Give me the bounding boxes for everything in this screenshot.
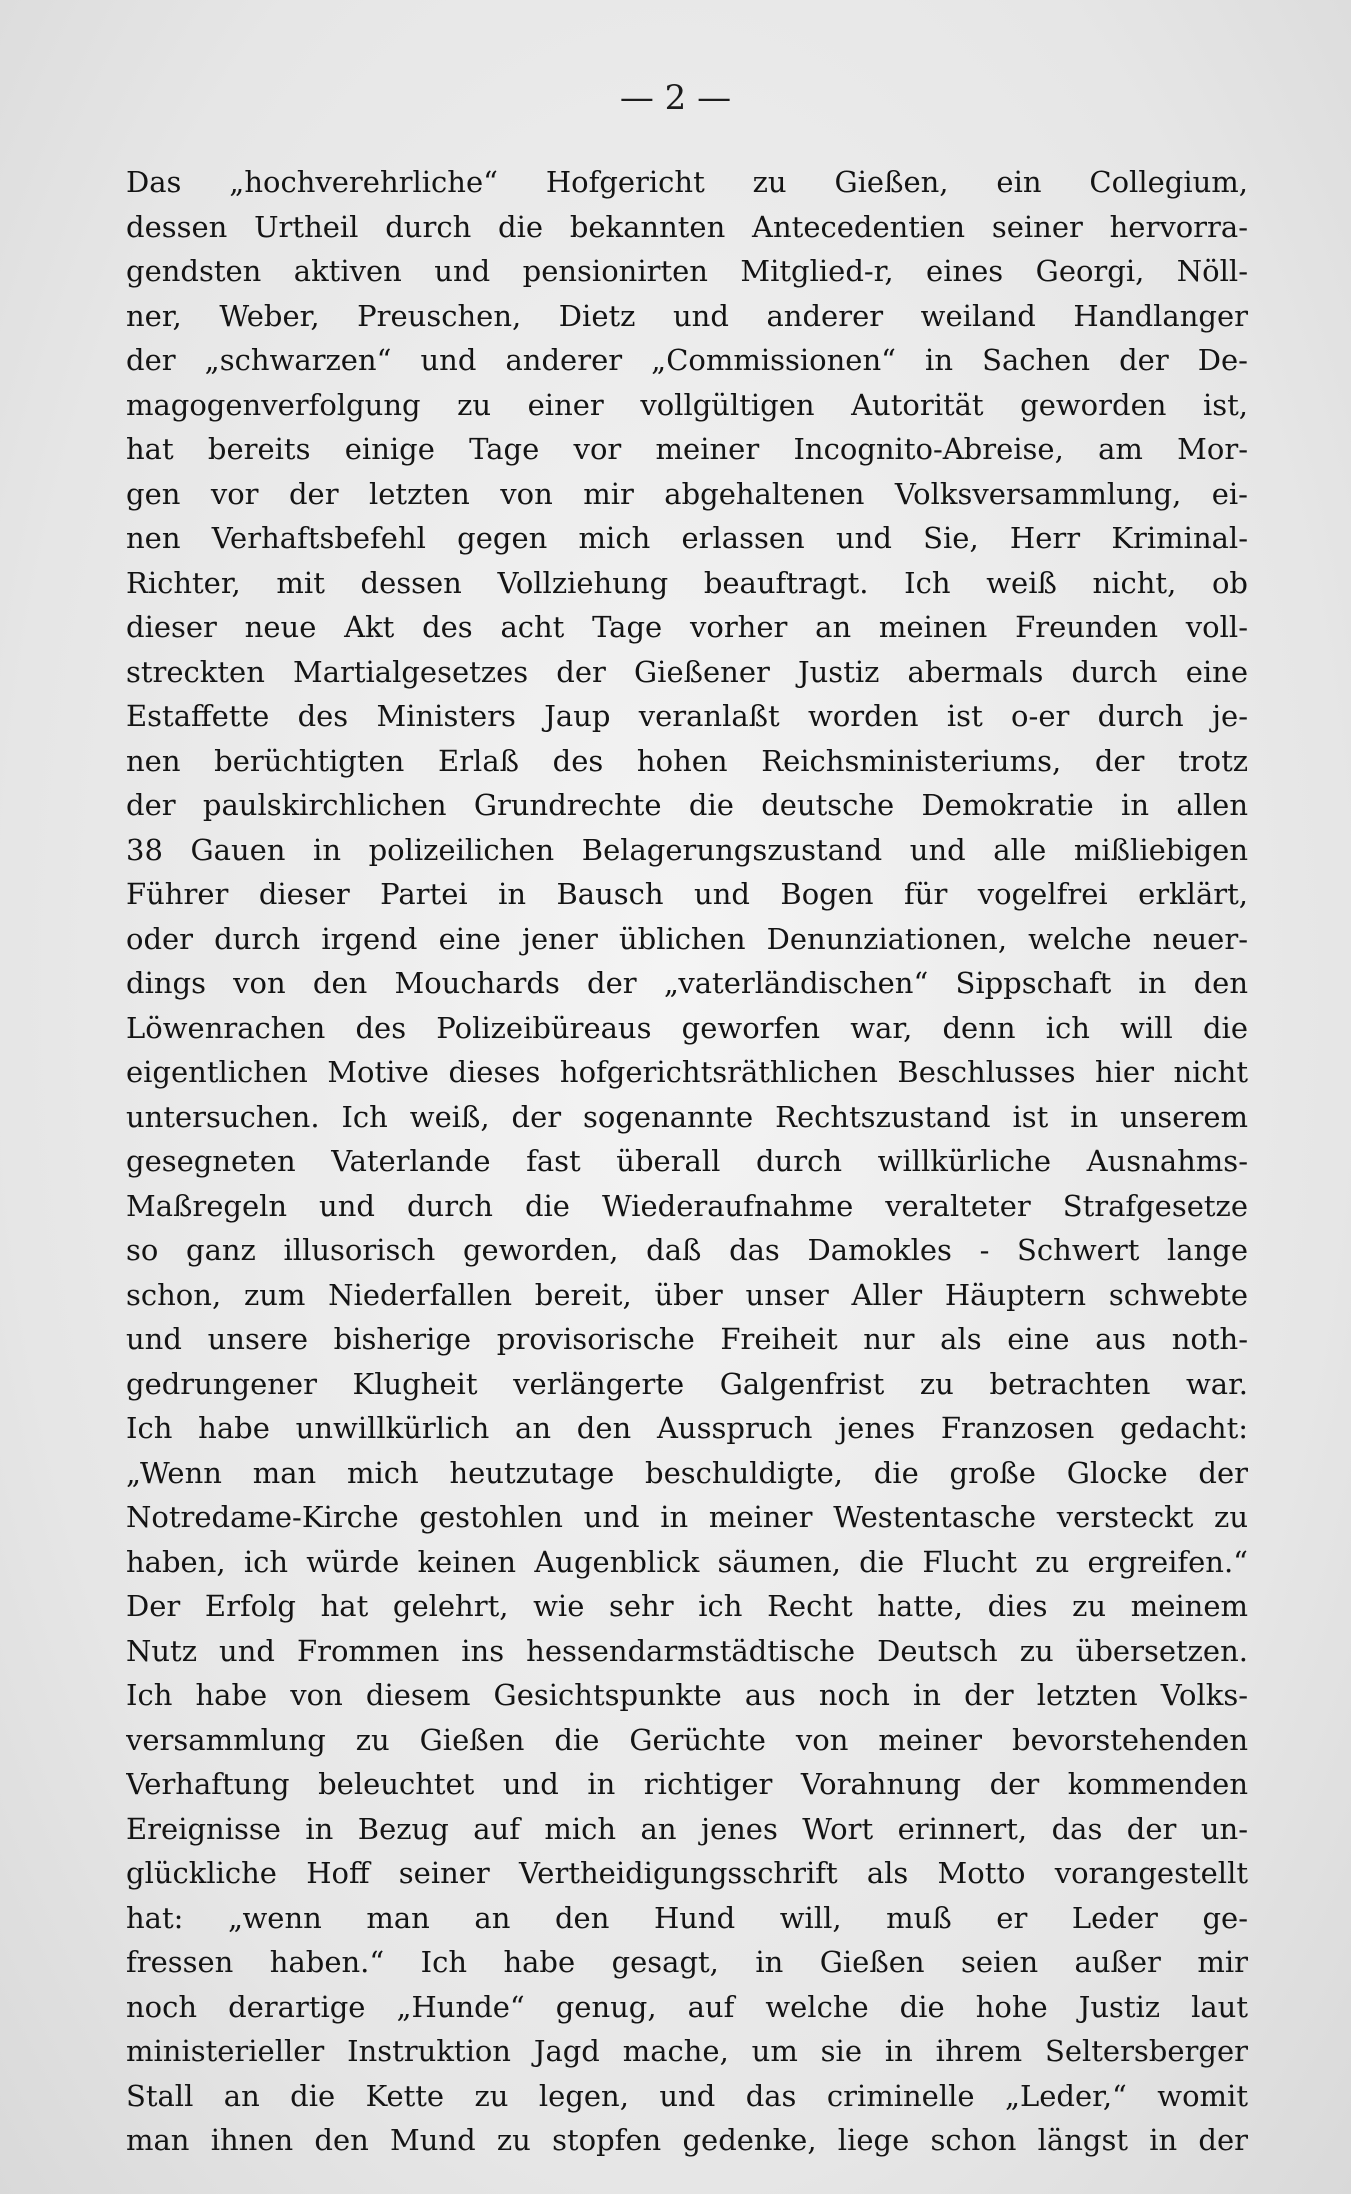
text-line: dings von den Mouchards der „vaterländischen“ Sippschaft in den xyxy=(126,966,1248,1000)
text-line: Führer dieser Partei in Bausch und Bogen für vogelfrei erklärt, xyxy=(126,877,1248,911)
text-line: so ganz illusorisch geworden, daß das Damokles - Schwert lange xyxy=(126,1233,1248,1267)
text-line: Das „hochverehrliche“ Hofgericht zu Gießen, ein Collegium, xyxy=(126,165,1248,199)
text-line: hat bereits einige Tage vor meiner Incognito-Abreise, am Mor- xyxy=(126,432,1248,466)
text-line: ministerieller Instruktion Jagd mache, um sie in ihrem Seltersberger xyxy=(126,2034,1248,2068)
text-line: Ich habe unwillkürlich an den Ausspruch jenes Franzosen gedacht: xyxy=(126,1411,1248,1445)
page-number: — 2 — xyxy=(619,78,732,118)
text-line: 38 Gauen in polizeilichen Belagerungszustand und alle mißliebigen xyxy=(126,832,1248,867)
text-line: dessen Urtheil durch die bekannten Antecedentien seiner hervorra- xyxy=(126,209,1248,244)
text-line: glückliche Hoff seiner Vertheidigungsschrift als Motto vorangestellt xyxy=(126,1856,1248,1890)
text-line: ner, Weber, Preuschen, Dietz und anderer weiland Handlanger xyxy=(126,298,1248,333)
body-text xyxy=(126,160,1248,2163)
text-line: Stall an die Kette zu legen, und das criminelle „Leder,“ womit xyxy=(126,2078,1248,2113)
text-line: Nutz und Frommen ins hessendarmstädtische Deutsch zu übersetzen. xyxy=(126,1633,1248,1668)
text-line: eigentlichen Motive dieses hofgerichtsräthlichen Beschlusses hier nicht xyxy=(126,1055,1248,1089)
text-line: haben, ich würde keinen Augenblick säumen, die Flucht zu ergreifen.“ xyxy=(126,1544,1248,1579)
text-line: nen Verhaftsbefehl gegen mich erlassen und Sie, Herr Kriminal- xyxy=(126,521,1248,555)
text-line: man ihnen den Mund zu stopfen gedenke, liege schon längst in der xyxy=(126,2123,1248,2157)
text-line: Der Erfolg hat gelehrt, wie sehr ich Recht hatte, dies zu meinem xyxy=(126,1589,1248,1623)
text-line: noch derartige „Hunde“ genug, auf welche die hohe Justiz laut xyxy=(126,1989,1248,2024)
text-line: Ich habe von diesem Gesichtspunkte aus noch in der letzten Volks- xyxy=(126,1678,1248,1712)
text-line: der paulskirchlichen Grundrechte die deutsche Demokratie in allen xyxy=(126,788,1248,822)
text-line: schon, zum Niederfallen bereit, über unser Aller Häuptern schwebte xyxy=(126,1277,1248,1312)
text-line: Ereignisse in Bezug auf mich an jenes Wort erinnert, das der un- xyxy=(126,1811,1248,1846)
text-line: oder durch irgend eine jener üblichen Denunziationen, welche neuer- xyxy=(126,921,1248,956)
text-line: Maßregeln und durch die Wiederaufnahme veralteter Strafgesetze xyxy=(126,1188,1248,1223)
text-line: streckten Martialgesetzes der Gießener Justiz abermals durch eine xyxy=(126,654,1248,689)
text-line: Notredame-Kirche gestohlen und in meiner Westentasche versteckt zu xyxy=(126,1500,1248,1534)
text-line: hat: „wenn man an den Hund will, muß er Leder ge- xyxy=(126,1900,1248,1935)
text-line: Richter, mit dessen Vollziehung beauftragt. Ich weiß nicht, ob xyxy=(126,565,1248,600)
text-line: untersuchen. Ich weiß, der sogenannte Rechtszustand ist in unserem xyxy=(126,1099,1248,1134)
text-line: gesegneten Vaterlande fast überall durch willkürliche Ausnahms- xyxy=(126,1144,1248,1178)
text-line: Estaffette des Ministers Jaup veranlaßt worden ist o-er durch je- xyxy=(126,699,1248,733)
text-line: versammlung zu Gießen die Gerüchte von meiner bevorstehenden xyxy=(126,1722,1248,1757)
text-line: magogenverfolgung zu einer vollgültigen Autorität geworden ist, xyxy=(126,387,1248,422)
text-line: Verhaftung beleuchtet und in richtiger Vorahnung der kommenden xyxy=(126,1767,1248,1801)
text-line: und unsere bisherige provisorische Freiheit nur als eine aus noth- xyxy=(126,1322,1248,1356)
text-line: „Wenn man mich heutzutage beschuldigte, die große Glocke der xyxy=(126,1455,1248,1490)
text-line: fressen haben.“ Ich habe gesagt, in Gießen seien außer mir xyxy=(126,1945,1248,1979)
text-line: gen vor der letzten von mir abgehaltenen Volksversammlung, ei- xyxy=(126,476,1248,511)
text-line: gedrungener Klugheit verlängerte Galgenfrist zu betrachten war. xyxy=(126,1366,1248,1401)
text-line: gendsten aktiven und pensionirten Mitglied-r, eines Georgi, Nöll- xyxy=(126,254,1248,288)
text-line: der „schwarzen“ und anderer „Commissionen“ in Sachen der De- xyxy=(126,343,1248,377)
text-line: nen berüchtigten Erlaß des hohen Reichsministeriums, der trotz xyxy=(126,743,1248,778)
text-line: Löwenrachen des Polizeibüreaus geworfen war, denn ich will die xyxy=(126,1010,1248,1045)
text-line: dieser neue Akt des acht Tage vorher an meinen Freunden voll- xyxy=(126,610,1248,644)
